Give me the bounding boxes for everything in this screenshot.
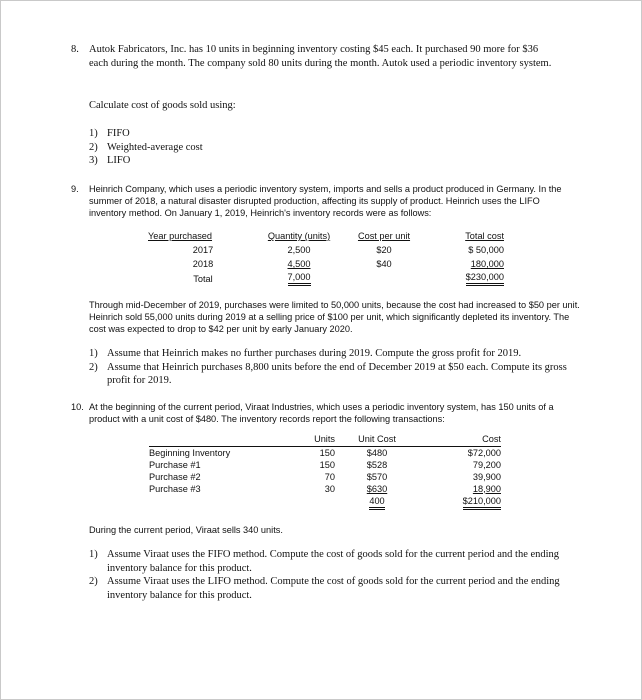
q10-cell-unit-cost: $570 [366,471,388,482]
q10-cell-units: 30 [324,483,335,494]
q10-cell-units: 150 [319,459,335,470]
q9-cell-total: 180,000 [470,259,504,269]
q8-method-label: LIFO [107,155,131,166]
q10-cell-units: 150 [319,447,335,458]
q9-item-number: 1) [89,348,98,359]
q8-method [89,127,389,141]
q10-item-text: Assume Viraat uses the FIFO method. Compute the cost of goods sold for the current period and the ending inventory balance for this product. [107,549,560,574]
q10-item-text: Assume Viraat uses the LIFO method. Compute the cost of goods sold for the current period and the ending inventory balance for this product. [107,576,560,601]
q10-cell-unit-cost: $630 [366,483,388,494]
q9-header-quantity: Quantity (units) [267,231,331,241]
q10-table-header-row [149,433,501,446]
table-row [149,495,501,510]
q9-item-number: 2) [89,361,98,373]
q10-cell-label: Purchase #2 [149,471,201,482]
q8-method-number: 3) [89,155,98,166]
q9-text2: Through mid-December of 2019, purchases were limited to 50,000 units, because the cost had increased to $50 per unit. Heinrich sold 55,000 units during 2019 at a selling price of $100 per unit, which significantly depleted its inventory. The cost was expected to drop to $42 per unit by early January 2020. [89,300,580,334]
q9-cell-year: 2018 [192,259,214,269]
q10-cell-cost: $72,000 [467,447,501,458]
q10-item-number: 1) [89,549,98,560]
table-row [149,483,501,495]
q10-cell-label: Beginning Inventory [149,447,231,458]
q8-number: 8. [71,44,79,55]
q9-text: Heinrich Company, which uses a periodic inventory system, imports and sells a product produced in Germany. In the summer of 2018, a natural disaster disrupted production, affecting its supply of product. Heinrich uses the LIFO inventory method. On January 1, 2019, Heinrich's inventory records were as follows: [89,184,562,218]
q9-item [89,361,579,388]
q10-cell-label: Purchase #3 [149,483,201,494]
q8-method [89,154,389,168]
q9-cell-cost: $20 [376,245,392,255]
q10-items [89,548,579,602]
q8-methods [89,127,389,168]
q8-method [89,141,389,155]
q9-cell-quantity: 2,500 [287,245,311,255]
q9-cell-total: $230,000 [466,272,504,286]
q9-inventory-table [148,229,504,286]
q10-cell-label [149,495,299,510]
q8-prompt: Calculate cost of goods sold using: [89,100,236,111]
q8-method-label: Weighted-average cost [107,141,203,153]
q9-items [89,347,579,388]
q10-header-cost: Cost [419,433,501,446]
table-row [148,257,504,271]
q10-cell-units [299,495,335,510]
q10-header-units: Units [299,433,335,446]
q9-header-total-cost: Total cost [465,231,504,241]
q9-header-cost-per-unit: Cost per unit [357,231,411,241]
q10-cell-cost: 79,200 [472,459,501,470]
q10-item-number: 2) [89,576,98,587]
q10-text2: During the current period, Viraat sells 340 units. [89,525,283,535]
q8-method-label: FIFO [107,128,130,139]
q9-cell-year: 2017 [192,245,214,255]
table-row [148,243,504,257]
q10-cell-unit-cost: $480 [366,447,388,458]
q9-table-header-row [148,229,504,243]
q9-cell-total: $ 50,000 [468,245,504,255]
table-row [149,471,501,483]
q10-header-unit-cost: Unit Cost [335,433,419,446]
table-row [148,271,504,286]
q9-item [89,347,579,361]
q10-total-cost: $210,000 [463,496,501,510]
q10-cell-units: 70 [324,471,335,482]
q10-cell-cost: 39,900 [472,471,501,482]
q9-item-text: Assume that Heinrich purchases 8,800 units before the end of December 2019 at $50 each. Compute its gross profit for 2019. [107,361,567,386]
q10-item [89,575,579,602]
q8-method-number: 1) [89,128,98,139]
q10-cell-cost: 18,900 [472,483,501,494]
q9-number: 9. [71,184,79,194]
table-row [149,459,501,471]
q10-cell-label: Purchase #1 [149,459,201,470]
q8-method-number: 2) [89,141,98,153]
q9-cell-cost [340,271,428,286]
q9-cell-cost: $40 [376,259,392,269]
q10-header-blank [149,433,299,446]
q9-cell-quantity: 7,000 [288,272,311,286]
q10-item [89,548,579,575]
q9-item-text: Assume that Heinrich makes no further purchases during 2019. Compute the gross profit for 2019. [107,348,522,359]
q9-cell-quantity: 4,500 [287,259,311,269]
q9-cell-year: Total [193,273,213,284]
table-row [149,446,501,459]
q9-header-year: Year purchased [148,231,213,241]
q10-text: At the beginning of the current period, Viraat Industries, which uses a periodic inventory system, has 150 units of a product with a unit cost of $480. The inventory records report the following transactions: [89,402,554,424]
q10-cell-unit-cost: $528 [366,459,388,470]
q10-total-units: 400 [369,496,384,510]
q10-transactions-table [149,433,501,510]
q10-number: 10. [71,402,84,412]
q8-text: Autok Fabricators, Inc. has 10 units in beginning inventory costing $45 each. It purchased 90 more for $36 each during the month. The company sold 80 units during the month. Autok used a periodic inventory system. [89,44,552,69]
